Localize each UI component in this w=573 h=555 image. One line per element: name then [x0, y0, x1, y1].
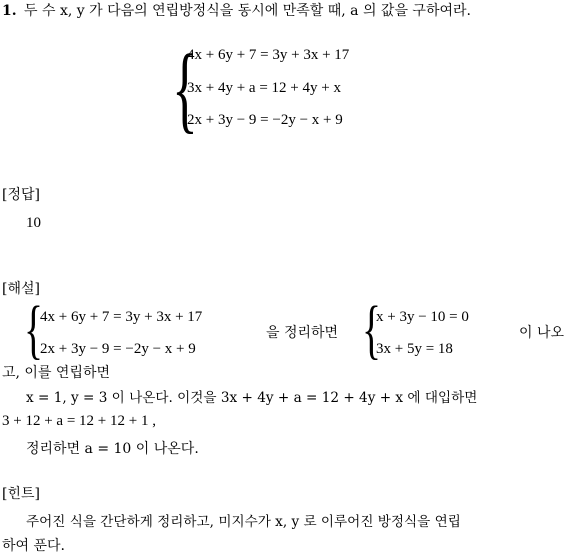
solution-line-3: x = 1, y = 3 이 나온다. 이것을 3x + 4y + a = 12 + 4y + x 에 대입하면: [26, 390, 478, 406]
solution-brace-1: {: [24, 293, 44, 366]
problem-equation-1: 4x + 6y + 7 = 3y + 3x + 17: [187, 47, 350, 63]
problem-equation-3: 2x + 3y − 9 = −2y − x + 9: [187, 112, 343, 128]
problem-statement: 두 수 x, y 가 다음의 연립방정식을 동시에 만족할 때, a 의 값을 구하여라.: [24, 3, 471, 19]
solution-mid-text: 을 정리하면: [266, 325, 339, 341]
solution-system2-eq1: x + 3y − 10 = 0: [376, 309, 469, 325]
solution-system2-eq2: 3x + 5y = 18: [376, 341, 453, 357]
solution-header: [해설]: [2, 281, 40, 297]
answer-value: 10: [26, 215, 41, 231]
solution-system1-eq2: 2x + 3y − 9 = −2y − x + 9: [40, 341, 196, 357]
problem-number: 1.: [2, 3, 17, 19]
answer-header: [정답]: [2, 187, 40, 203]
solution-tail-text: 이 나오: [519, 325, 565, 341]
hint-header: [힌트]: [2, 486, 40, 502]
solution-brace-2: {: [362, 293, 382, 366]
system-brace: {: [172, 35, 198, 143]
solution-line-2: 고, 이를 연립하면: [2, 365, 111, 381]
problem-equation-2: 3x + 4y + a = 12 + 4y + x: [187, 80, 341, 96]
hint-line-2: 하여 푼다.: [2, 538, 65, 554]
solution-line-5: 정리하면 a = 10 이 나온다.: [26, 441, 199, 457]
hint-line-1: 주어진 식을 간단하게 정리하고, 미지수가 x, y 로 이루어진 방정식을 연립: [26, 514, 461, 530]
solution-system1-eq1: 4x + 6y + 7 = 3y + 3x + 17: [40, 309, 203, 325]
solution-line-4: 3 + 12 + a = 12 + 12 + 1 ,: [2, 413, 156, 429]
